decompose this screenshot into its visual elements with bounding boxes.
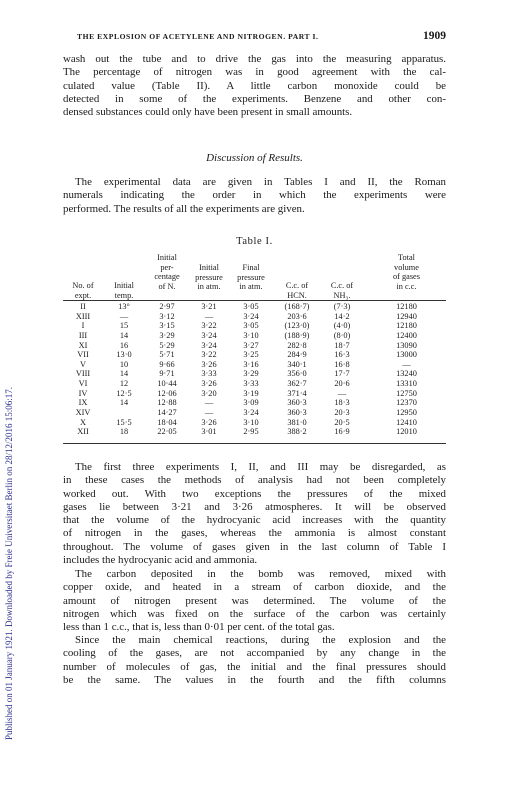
table-cell: 12·88 [157,398,177,408]
table-cell: 3·26 [201,417,217,427]
side-note-text: Published on 01 January 1921. Downloaded by Freie Universitaet Berlin on 28/12/2016 15:06:17. [4,387,14,740]
table-cell: 3·33 [201,369,217,379]
text-line: detected in some of the experiments. Benzene and other con- [63,92,446,105]
header-nh3-line-2: NH₃. [333,290,351,300]
table-cell: 9·71 [159,369,175,379]
paragraph-4 [63,568,446,634]
table-cell: 3·27 [243,340,259,350]
table-cell: I [81,321,85,331]
table-cell: (188·9) [284,330,310,340]
header-hcn-line-1: C.c. of [285,281,309,290]
table-cell: 14·2 [334,311,350,321]
header-init-line-1: Initial [199,263,219,272]
table-cell: 3·24 [201,340,217,350]
table-cell: 16·9 [334,427,350,437]
table-cell: 12410 [396,417,417,427]
table-cell: — [119,311,129,321]
table-cell: 3·10 [243,417,259,427]
table-cell: 18·3 [334,398,350,408]
table-cell: 20·6 [334,379,350,389]
table-cell: 3·26 [201,379,217,389]
text-line: The experimental data are given in Tables I and II, the Roman [75,176,446,188]
table-cell: 3·12 [159,311,175,321]
table-column-final_p [230,302,272,437]
header-initial-pressure [188,263,230,292]
running-title: THE EXPLOSION OF ACETYLENE AND NITROGEN. PART I. [77,32,319,41]
table-cell: 3·01 [201,427,217,437]
table-cell: 3·15 [159,321,175,331]
header-vol-line-2: volume [394,262,419,272]
paragraph-1 [63,53,446,119]
header-pct-line-1: Initial [157,253,177,262]
text-line: The first three experiments I, II, and III may be disregarded, as [75,461,446,473]
table-cell: 3·10 [243,330,259,340]
table-cell: 3·24 [243,311,259,321]
header-vol-line-3: of gases [393,272,420,282]
table-cell: — [204,311,214,321]
header-init-line-3: in atm. [197,282,221,292]
table-cell: 14 [119,330,129,340]
table-cell: (7·3) [333,302,351,311]
publication-side-note [1,40,17,740]
table-body [63,302,446,442]
paragraph-5 [63,634,446,687]
table-cell: 3·05 [243,321,259,331]
table-cell: 14·27 [157,408,177,418]
header-pct-line-4: of N. [158,281,176,291]
table-cell: 3·29 [243,369,259,379]
table-cell: 13090 [396,340,417,350]
table-cell: 20·5 [334,417,350,427]
table-cell: — [204,408,214,418]
paragraph-2 [63,176,446,216]
paragraph-3 [63,461,446,567]
table-cell: 5·29 [159,340,175,350]
header-pct-line-3: centage [154,272,180,282]
table-cell: VIII [75,369,91,379]
table-cell: 9·66 [159,359,175,369]
table-cell: (123·0) [284,321,310,331]
header-hcn-line-2: HCN. [287,290,307,300]
table-column-expt [63,302,103,437]
table-cell: 381·0 [287,417,307,427]
table-cell: 3·29 [159,330,175,340]
table-cell: 12750 [396,388,417,398]
table-cell: 3·19 [243,388,259,398]
text-line: culated value (Table II). A little carbon monoxide could be [63,79,446,92]
table-cell: 3·21 [201,302,217,311]
table-cell: XIV [75,408,91,418]
table-cell: 20·3 [334,408,350,418]
table-cell [105,408,143,418]
table-cell: 362·7 [287,379,307,389]
table-cell: X [80,417,86,427]
table-cell: 356·0 [287,369,307,379]
text-line: cooling of the gases, are not accompanied by any change in the [63,647,446,660]
table-cell: 3·22 [201,321,217,331]
table-cell: 3·22 [201,350,217,360]
table-cell: 14 [119,398,129,408]
text-line: densed substances could only have been present in small amounts. [63,106,353,118]
header-percentage [146,253,188,291]
table-cell: 12010 [396,427,417,437]
table-cell: IV [78,388,88,398]
text-line: numerals indicating the order in which the experiments were [63,189,446,202]
table-cell: 2·95 [243,427,259,437]
table-cell: — [402,359,411,369]
table-cell: 12180 [396,302,417,311]
table-cell: III [78,330,88,340]
text-line: Since the main chemical reactions, during the explosion and the [75,634,446,646]
text-line: be the same. The values in the fourth and the fifth columns [63,673,446,686]
header-temp-line-2: temp. [114,290,134,300]
table-cell: 12 [119,379,129,389]
header-expt-line-2: expt. [74,290,92,300]
table-cell: 12400 [396,330,417,340]
table-cell: 3·25 [243,350,259,360]
text-line: nitrogen which was fixed on the surface of the carbon was certainly [63,607,446,620]
table-cell: 3·05 [243,302,259,311]
table-cell: — [204,398,214,408]
table-column-vol [367,302,446,437]
table-cell: 18·04 [157,417,177,427]
table-cell: 5·71 [159,350,175,360]
table-cell: IX [78,398,88,408]
table-cell: 15 [119,321,129,331]
table-cell: 3·26 [201,359,217,369]
table-column-nh3 [320,302,364,437]
text-line: gases lie between 3·21 and 3·26 atmospheres. It will be observed [63,500,446,513]
table-column-temp [105,302,143,437]
text-line: amount of nitrogen present was determined. The volume of the [63,594,446,607]
header-temp-line-1: Initial [114,281,134,290]
table-cell: 16 [119,340,129,350]
table-cell: V [80,359,86,369]
table-column-pct [146,302,188,437]
text-line: performed. The results of all the experiments are given. [63,202,305,215]
table-header-rule [63,300,446,301]
header-final-line-3: in atm. [239,282,263,292]
header-temp [105,281,143,300]
text-line: copper oxide, and heated in a stream of carbon dioxide, and the [63,581,446,594]
header-pct-line-2: per- [160,262,174,272]
table-cell: 10·44 [157,379,177,389]
header-final-line-1: Final [242,263,260,272]
table-cell: 15·5 [116,417,132,427]
text-line: less than 1 c.c., that is, less than 0·01 per cent. of the total gas. [63,621,335,633]
table-cell: — [337,388,347,398]
text-line: in these cases the methods of analysis had not been completely [63,474,446,487]
table-cell: (168·7) [284,302,310,311]
page-header [63,30,446,44]
table-cell: 360·3 [287,398,307,408]
table-cell: 12180 [396,321,417,331]
text-line: worked out. With two exceptions the pressures of the mixed [63,487,446,500]
text-line: that the volume of the hydrocyanic acid increases with the quantity [63,514,446,526]
header-expt [63,281,103,300]
table-cell: 16·3 [334,350,350,360]
text-line: The percentage of nitrogen was in good agreement with the cal- [63,66,446,79]
table-cell: 13000 [396,350,417,360]
table-cell: 388·2 [287,427,307,437]
text-line: includes the hydrocyanic acid and ammonia. [63,553,258,566]
table-bottom-rule [63,443,446,444]
table-cell: (4·0) [333,321,351,331]
table-cell: 3·24 [201,330,217,340]
table-cell: 13310 [396,379,417,389]
table-cell: 340·1 [287,359,307,369]
table-cell: 18 [119,427,129,437]
header-init-line-2: pressure [195,272,223,282]
table-cell: 12950 [396,408,417,418]
table-cell: 10 [119,359,129,369]
header-final-pressure [230,263,272,292]
table-cell: XIII [75,311,91,321]
table-cell: 22·05 [157,427,177,437]
table-cell: 12·5 [116,388,132,398]
table-cell: 12370 [396,398,417,408]
header-nh3-line-1: C.c. of [330,281,354,290]
table-cell: 14 [119,369,129,379]
table-column-init_p [188,302,230,437]
page-number: 1909 [423,30,446,42]
table-cell: VI [78,379,88,389]
table-cell: 13·0 [116,350,132,360]
header-nh3 [320,281,364,300]
table-cell: 2·97 [159,302,175,311]
table-cell: 3·20 [201,388,217,398]
table-cell: XII [77,427,89,437]
table-cell: 16·8 [334,359,350,369]
table-cell: 282·8 [287,340,307,350]
table-cell: 284·9 [287,350,307,360]
text-line: The carbon deposited in the bomb was removed, mixed with [75,568,446,580]
text-line: of nitrogen in the gases, whereas the ammonia is almost constant [63,527,446,540]
table-cell: 203·6 [287,311,307,321]
table-cell: 13° [118,302,130,311]
table-cell: 17·7 [334,369,350,379]
text-line: wash out the tube and to drive the gas into the measuring apparatus. [63,53,446,65]
header-total-volume [367,253,446,291]
table-cell: 360·3 [287,408,307,418]
table-cell: II [80,302,86,311]
table-cell: VII [77,350,89,360]
table-cell: 3·24 [243,408,259,418]
table-cell: 18·7 [334,340,350,350]
header-vol-line-1: Total [398,253,415,262]
table-column-hcn [275,302,319,437]
table-cell: 371·4 [287,388,307,398]
table-cell: 12·06 [157,388,177,398]
header-hcn [275,281,319,300]
header-expt-line-1: No. of [72,281,94,290]
table-cell: XI [78,340,88,350]
text-line: number of molecules of gas, the initial and the final pressures should [63,660,446,673]
table-cell: 13240 [396,369,417,379]
header-vol-line-4: in c.c. [396,281,417,291]
table-cell: 3·33 [243,379,259,389]
section-heading: Discussion of Results. [206,152,303,164]
header-final-line-2: pressure [237,272,265,282]
table-cell: 3·16 [243,359,259,369]
table-cell: (8·0) [333,330,351,340]
table-title: Table I. [236,236,273,247]
table-cell: 3·09 [243,398,259,408]
table-cell: 12940 [396,311,417,321]
text-line: throughout. The volume of gases given in the last column of Table I [63,540,446,553]
